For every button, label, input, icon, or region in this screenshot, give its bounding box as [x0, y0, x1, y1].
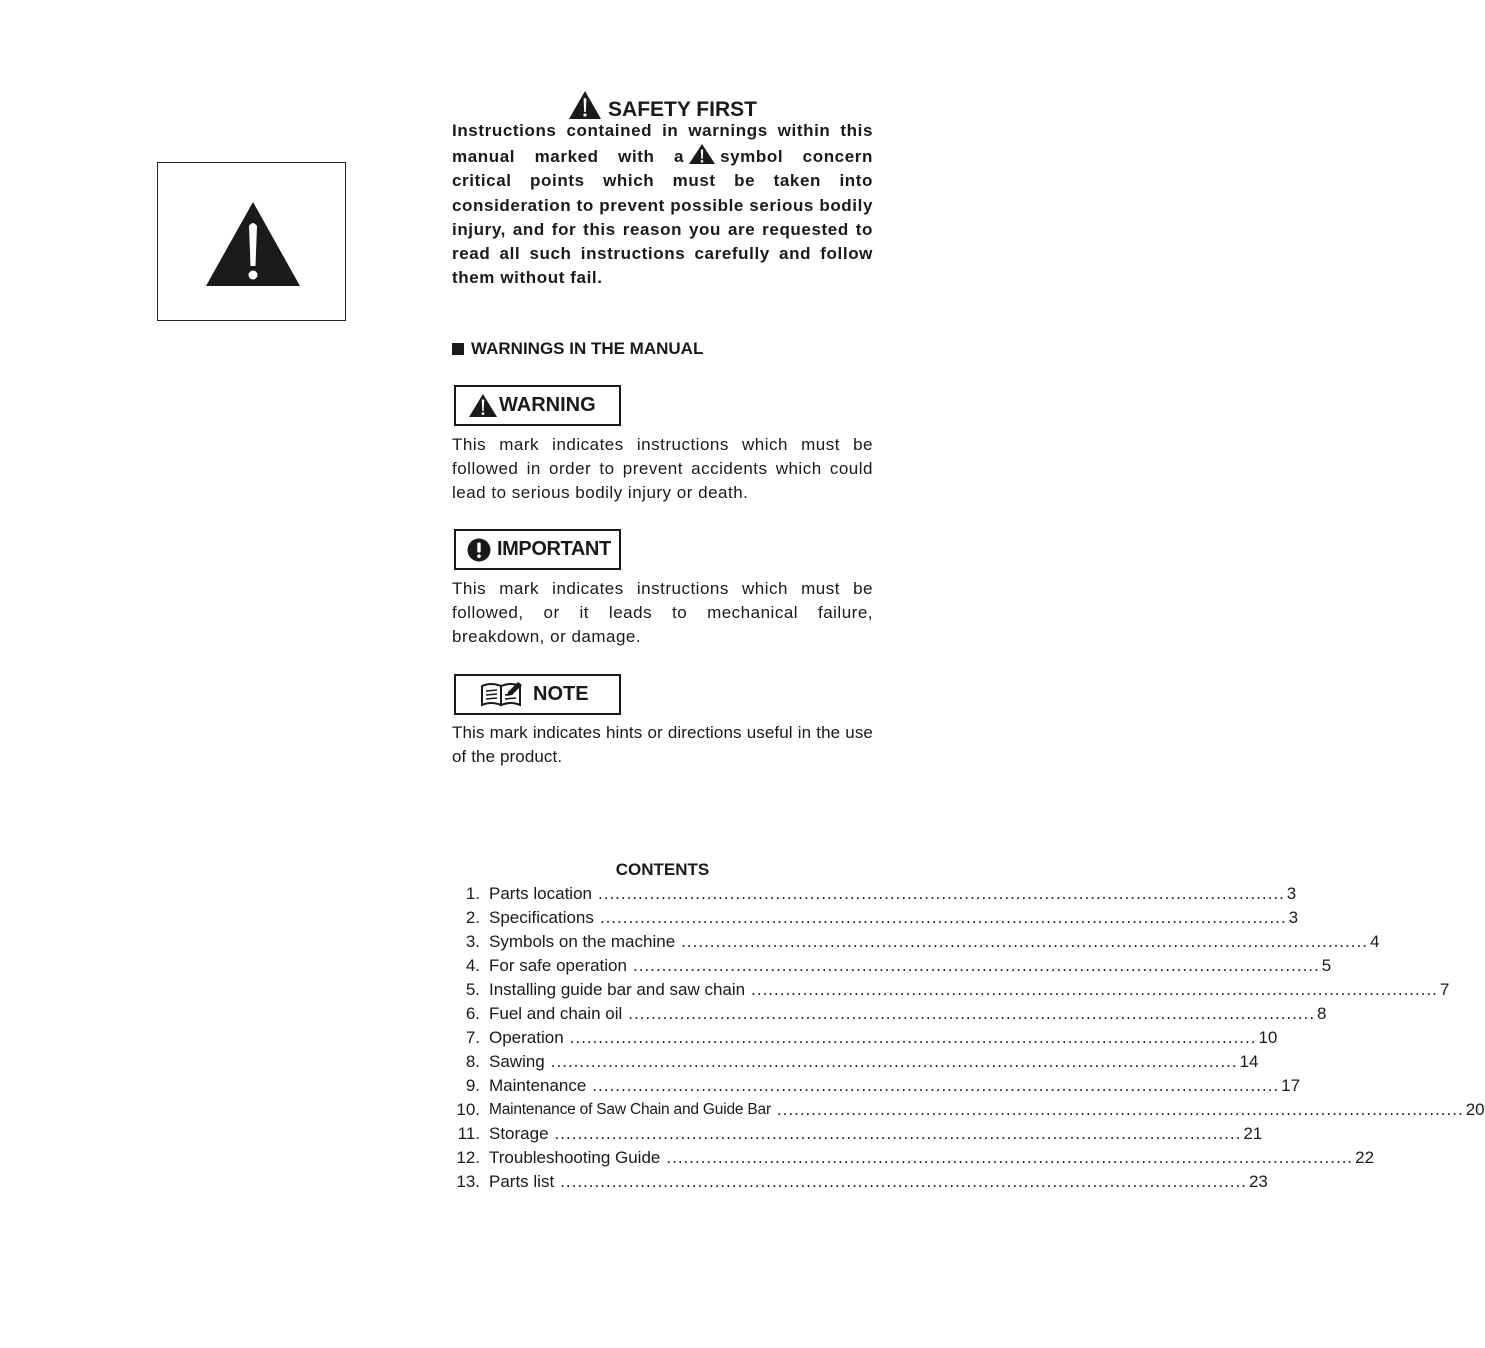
toc-item: [452, 1026, 1278, 1050]
toc-item-title: Sawing: [489, 1052, 545, 1071]
toc-item: [452, 1050, 1259, 1074]
toc-item-page: 21: [1243, 1124, 1263, 1143]
toc-item-number: 8.: [465, 1052, 480, 1071]
toc-item-title: Maintenance of Saw Chain and Guide Bar: [489, 1101, 771, 1118]
toc-item: [452, 1098, 1485, 1122]
toc-item-page: 8: [1317, 1004, 1327, 1023]
toc-item-number: 6.: [465, 1004, 480, 1023]
safety-intro-paragraph: [452, 119, 873, 290]
toc-leader-dots: ........................................................................................................................: [751, 980, 1438, 999]
warning-triangle-icon: [468, 393, 498, 418]
warnings-section-heading: [452, 338, 703, 360]
toc-item-number: 12.: [456, 1148, 480, 1167]
toc-leader-dots: ........................................................................................................................: [628, 1004, 1316, 1023]
toc-item-page: 20: [1465, 1100, 1485, 1119]
toc-item: [452, 1002, 1327, 1026]
toc-item-title: Parts list: [489, 1172, 555, 1191]
toc-item-page: 3: [1286, 884, 1297, 903]
toc-item-title: Troubleshooting Guide: [489, 1148, 661, 1167]
warning-badge-label: WARNING: [499, 394, 596, 416]
toc-item-number: 3.: [465, 932, 480, 951]
toc-item-page: 23: [1248, 1172, 1268, 1191]
toc-item-page: 3: [1288, 908, 1299, 927]
toc-item-number: 1.: [465, 884, 480, 903]
toc-item-page: 14: [1239, 1052, 1259, 1071]
exclamation-circle-icon: [467, 538, 491, 562]
toc-leader-dots: ........................................................................................................................: [776, 1100, 1464, 1119]
open-book-pencil-icon: [480, 681, 524, 707]
toc-item-title: Storage: [489, 1124, 549, 1143]
toc-item-title: For safe operation: [489, 956, 627, 975]
note-badge: [454, 674, 621, 715]
toc-leader-dots: ........................................................................................................................: [632, 956, 1320, 975]
toc-item-page: 17: [1281, 1076, 1301, 1095]
toc-item-page: 22: [1355, 1148, 1375, 1167]
toc-item: [452, 954, 1332, 978]
intro-text-after: symbol concern critical points which must be taken into consideration to prevent possible serious bodily injury, and for this reason you are requested to read all such instructions carefully and follow them without fail.: [452, 147, 873, 288]
toc-item: [452, 1122, 1263, 1146]
table-of-contents: [452, 882, 1485, 1194]
toc-leader-dots: ........................................................................................................................: [666, 1148, 1354, 1167]
toc-item-title: Installing guide bar and saw chain: [489, 980, 746, 999]
toc-leader-dots: ........................................................................................................................: [598, 884, 1285, 903]
toc-item: [452, 906, 1299, 930]
toc-item-title: Operation: [489, 1028, 564, 1047]
toc-item-title: Maintenance: [489, 1076, 587, 1095]
warning-triangle-icon: [568, 90, 602, 120]
toc-item-title: Fuel and chain oil: [489, 1004, 623, 1023]
toc-leader-dots: ........................................................................................................................: [599, 908, 1287, 927]
toc-item-number: 7.: [465, 1028, 480, 1047]
toc-item-number: 9.: [465, 1076, 480, 1095]
important-badge-label: IMPORTANT: [497, 538, 611, 560]
warning-badge: [454, 385, 621, 426]
toc-item-number: 11.: [457, 1124, 480, 1143]
toc-item-number: 13.: [456, 1172, 480, 1191]
safety-first-text: SAFETY FIRST: [608, 98, 757, 121]
toc-item-number: 10.: [456, 1100, 480, 1119]
toc-item: [452, 930, 1380, 954]
toc-item-title: Parts location: [489, 884, 592, 903]
toc-item-page: 10: [1258, 1028, 1278, 1047]
toc-item-page: 5: [1321, 956, 1332, 975]
square-bullet-icon: [452, 343, 464, 355]
toc-leader-dots: ........................................................................................................................: [560, 1172, 1247, 1191]
intro-text-before: Instructions contained in warnings within this manual marked with a: [452, 121, 873, 167]
toc-item: [452, 978, 1450, 1002]
large-warning-triangle-icon: [204, 200, 302, 288]
toc-item-title: Symbols on the machine: [489, 932, 676, 951]
safety-first-title: [452, 90, 873, 122]
toc-item-page: 4: [1369, 932, 1380, 951]
toc-leader-dots: ........................................................................................................................: [554, 1124, 1242, 1143]
note-badge-label: NOTE: [533, 683, 589, 705]
important-description: This mark indicates instructions which must be followed, or it leads to mechanical failure, breakdown, or damage.: [452, 579, 873, 646]
toc-item-title: Specifications: [489, 908, 594, 927]
toc-item: [452, 1146, 1375, 1170]
toc-leader-dots: ........................................................................................................................: [592, 1076, 1280, 1095]
toc-leader-dots: ........................................................................................................................: [681, 932, 1368, 951]
toc-leader-dots: ........................................................................................................................: [569, 1028, 1257, 1047]
toc-item-number: 2.: [465, 908, 480, 927]
warning-symbol-frame: [157, 162, 346, 321]
toc-item: [452, 1074, 1301, 1098]
inline-warning-triangle-icon: [688, 143, 716, 165]
toc-leader-dots: ........................................................................................................................: [550, 1052, 1238, 1071]
toc-item-page: 7: [1439, 980, 1450, 999]
important-badge: [454, 529, 621, 570]
warning-description: This mark indicates instructions which must be followed in order to prevent accidents which could lead to serious bodily injury or death.: [452, 435, 873, 502]
contents-title: CONTENTS: [615, 860, 710, 879]
toc-item-number: 5.: [465, 980, 480, 999]
note-description: This mark indicates hints or directions useful in the use of the product.: [452, 723, 873, 766]
warnings-heading-text: WARNINGS IN THE MANUAL: [471, 339, 704, 358]
toc-item: [452, 882, 1297, 906]
toc-item-number: 4.: [465, 956, 480, 975]
toc-item: [452, 1170, 1268, 1194]
